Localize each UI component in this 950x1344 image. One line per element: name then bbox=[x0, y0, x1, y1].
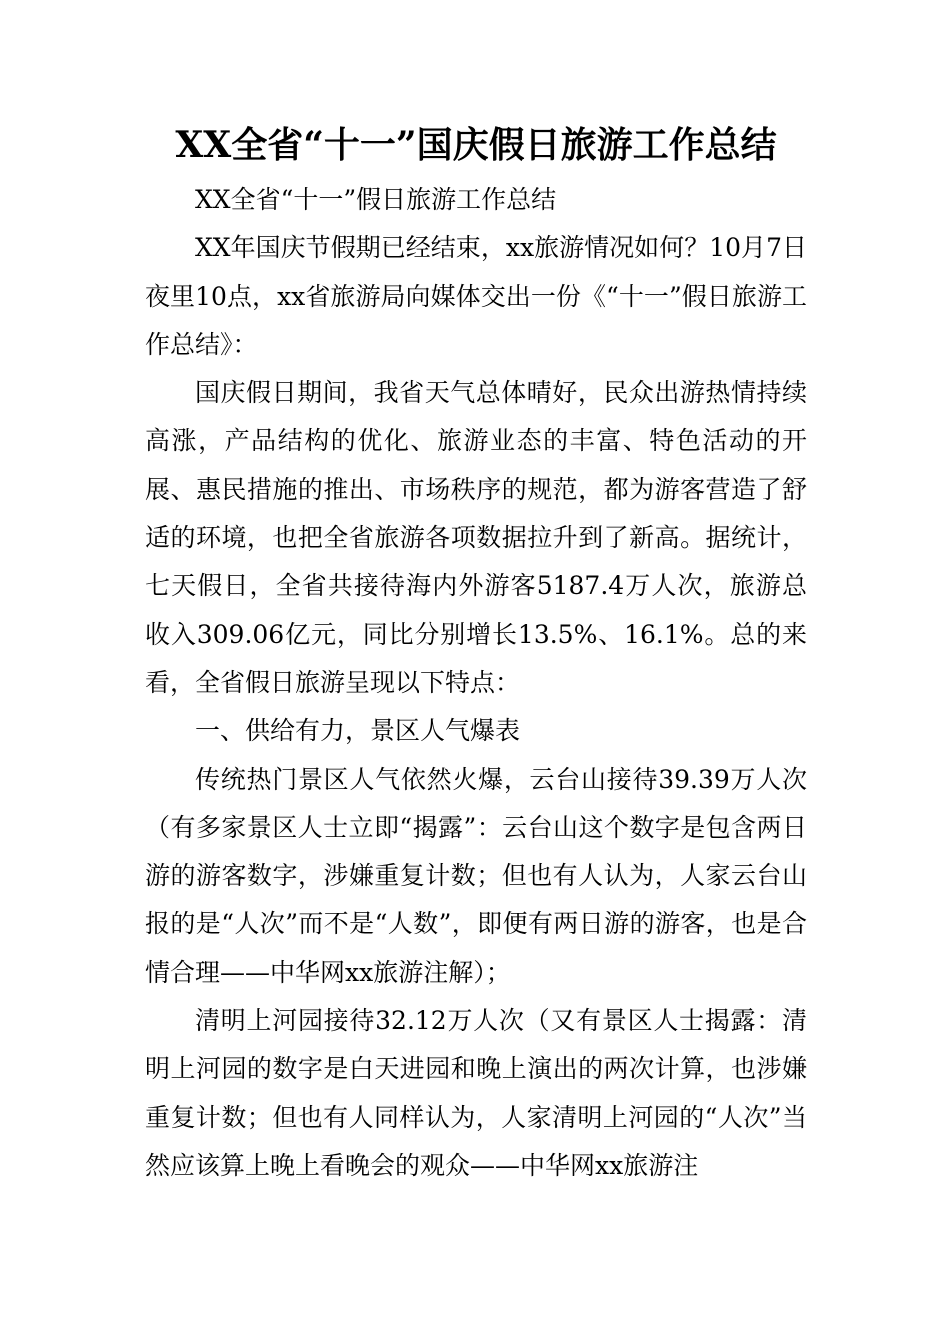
paragraph-overview: 国庆假日期间，我省天气总体晴好，民众出游热情持续高涨，产品结构的优化、旅游业态的丰富、特色活动的开展、惠民措施的推出、市场秩序的规范，都为游客营造了舒适的环境，也把全省旅游各项数据拉升到了新高。据统计，七天假日，全省共接待海内外游客5187.4万人次，旅游总收入309.06亿元，同比分别增长13.5%、16.1%。总的来看，全省假日旅游呈现以下特点： bbox=[145, 378, 807, 697]
paragraph-yuntaishan: 传统热门景区人气依然火爆，云台山接待39.39万人次（有多家景区人士立即“揭露”：云台山这个数字是包含两日游的游客数字，涉嫌重复计数；但也有人认为，人家云台山报的是“人次”而不是“人数”，即便有两日游的游客，也是合情合理——中华网xx旅游注解）； bbox=[145, 764, 807, 987]
document-page bbox=[145, 118, 807, 1190]
section-heading-1: 一、供给有力，景区人气爆表 bbox=[195, 716, 521, 746]
document-title: XX全省“十一”国庆假日旅游工作总结 bbox=[175, 124, 777, 166]
paragraph-subtitle: XX全省“十一”假日旅游工作总结 bbox=[195, 185, 557, 214]
paragraph-intro: XX年国庆节假期已经结束，xx旅游情况如何？10月7日夜里10点，xx省旅游局向媒体交出一份《“十一”假日旅游工作总结》： bbox=[145, 233, 807, 359]
paragraph-qingming: 清明上河园接待32.12万人次（又有景区人士揭露：清明上河园的数字是白天进园和晚上演出的两次计算，也涉嫌重复计数；但也有人同样认为，人家清明上河园的“人次”当然应该算上晚上看晚会的观众——中华网xx旅游注 bbox=[145, 1006, 807, 1180]
